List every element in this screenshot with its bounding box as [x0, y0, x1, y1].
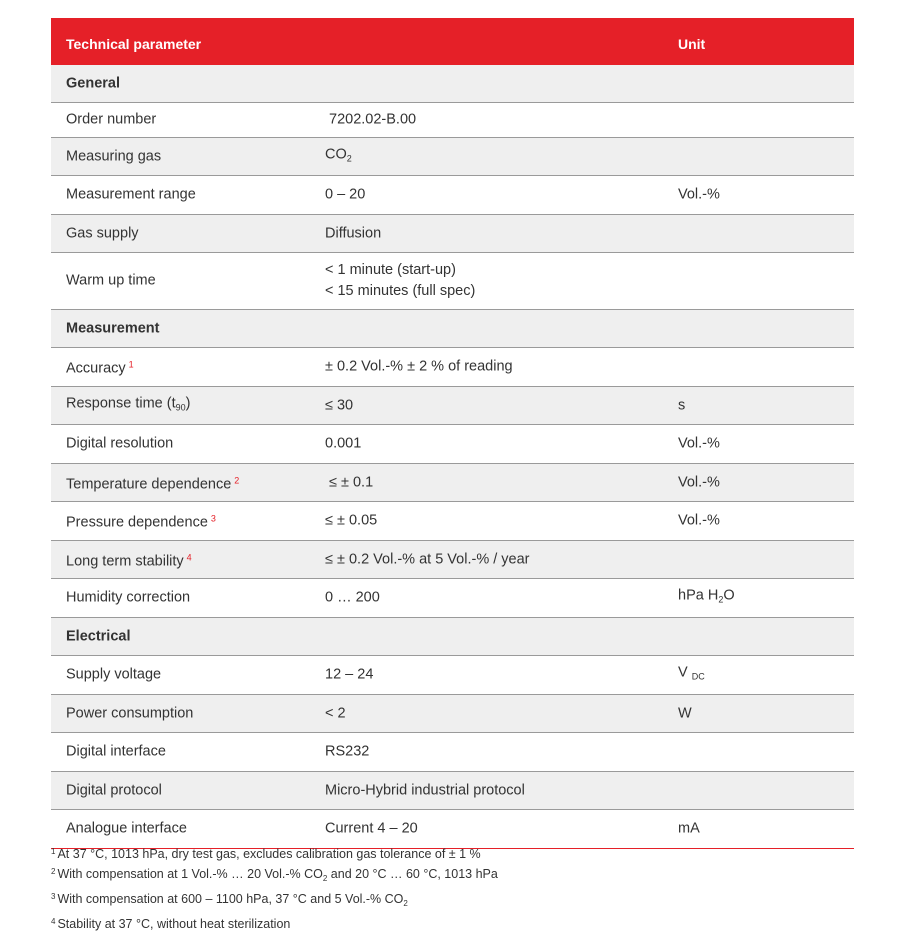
spec-table [51, 18, 854, 849]
row-value: ≤ ± 0.1 [329, 474, 374, 490]
section-row [51, 618, 854, 656]
row-unit: W [678, 705, 692, 721]
row-unit: V $_{DC}$ [678, 664, 705, 682]
table-row [51, 464, 854, 502]
row-value: < 2 [325, 705, 346, 721]
row-unit: hPa $H_2O$ [678, 587, 735, 605]
footnote-marker: 1 [128, 359, 134, 370]
footnote: $^1$ At 37 °C, 1013 hPa, dry test gas, excludes calibration gas tolerance of ± 1 % [51, 847, 481, 861]
row-label: Humidity correction [66, 589, 191, 606]
row-unit: Vol.-% [678, 512, 720, 529]
row-value: ≤ ± 0.2 Vol.-% at 5 Vol.-% / year [325, 551, 530, 567]
section-label: Electrical [66, 628, 131, 644]
footnote: $^2$ With compensation at 1 Vol.-% … 20 Vol.-% $CO_2$ and 20 °C … 60 °C, 1013 hPa [51, 867, 498, 883]
footnote: $^3$ With compensation at 600 – 1100 hPa, 37 °C and 5 Vol.-% $CO_2$ [51, 892, 408, 908]
table-row [51, 215, 854, 253]
table-row [51, 772, 854, 810]
row-value: Diffusion [325, 225, 382, 241]
row-value: $CO_2$ [325, 146, 352, 163]
table-row [51, 656, 854, 695]
row-label: Order number [66, 111, 157, 128]
table-row [51, 579, 854, 618]
footnotes [51, 843, 854, 933]
table-row [51, 176, 854, 215]
section-label: General [66, 75, 120, 91]
row-unit: Vol.-% [678, 435, 720, 452]
row-label: Digital protocol [66, 782, 162, 798]
row-label: Supply voltage [66, 666, 162, 683]
row-value: ± 0.2 Vol.-% ± 2 % of reading [325, 358, 513, 375]
row-label: Accuracy $^1$ [66, 359, 134, 377]
header-param: Technical parameter [66, 36, 202, 52]
table-row [51, 425, 854, 464]
section-row [51, 65, 854, 103]
table-row [51, 733, 854, 772]
table-row [51, 103, 854, 138]
row-value: 12 – 24 [325, 666, 374, 683]
row-label: Analogue interface [66, 820, 187, 837]
footnote-marker: 4 [186, 552, 192, 562]
footnote-marker: 3 [210, 513, 216, 524]
row-label: Pressure dependence $^3$ [66, 513, 216, 531]
row-label: Measurement range [66, 186, 196, 203]
section-label: Measurement [66, 320, 160, 336]
table-row [51, 387, 854, 425]
row-label: Digital resolution [66, 435, 174, 452]
row-label: Measuring gas [66, 148, 162, 164]
row-value: 0 – 20 [325, 186, 366, 203]
table-row [51, 502, 854, 541]
row-value: 0.001 [325, 435, 362, 452]
row-value: ≤ ± 0.05 [325, 512, 378, 529]
row-label: Gas supply [66, 225, 139, 241]
row-label: Power consumption [66, 705, 194, 721]
table-row [51, 138, 854, 176]
row-value: Micro-Hybrid industrial protocol [325, 782, 525, 798]
row-value: 0 … 200 [325, 589, 380, 606]
table-row [51, 253, 854, 310]
row-unit: Vol.-% [678, 186, 720, 203]
row-unit: Vol.-% [678, 474, 720, 490]
row-unit: mA [678, 820, 700, 837]
footnote-marker: 2 [234, 475, 240, 485]
row-value: Current 4 – 20 [325, 820, 418, 837]
row-unit: s [678, 397, 686, 413]
row-value: < 1 minute (start-up) < 15 minutes (full spec) [325, 262, 476, 299]
table-row [51, 348, 854, 387]
header-unit: Unit [678, 36, 706, 52]
table-header [51, 18, 854, 65]
table-row [51, 695, 854, 733]
table-row [51, 541, 854, 579]
row-label: Digital interface [66, 743, 166, 760]
row-value: 7202.02-B.00 [329, 111, 417, 128]
row-value: RS232 [325, 743, 370, 760]
row-label: Warm up time [66, 272, 156, 289]
section-row [51, 310, 854, 348]
footnote: $^4$ Stability at 37 °C, without heat sterilization [51, 917, 291, 931]
row-value: ≤ 30 [325, 397, 354, 413]
row-label: Temperature dependence $^2$ [66, 475, 240, 492]
row-label: Long term stability $^4$ [66, 552, 192, 569]
row-label: Response time $(t_{90})$ [66, 395, 191, 412]
